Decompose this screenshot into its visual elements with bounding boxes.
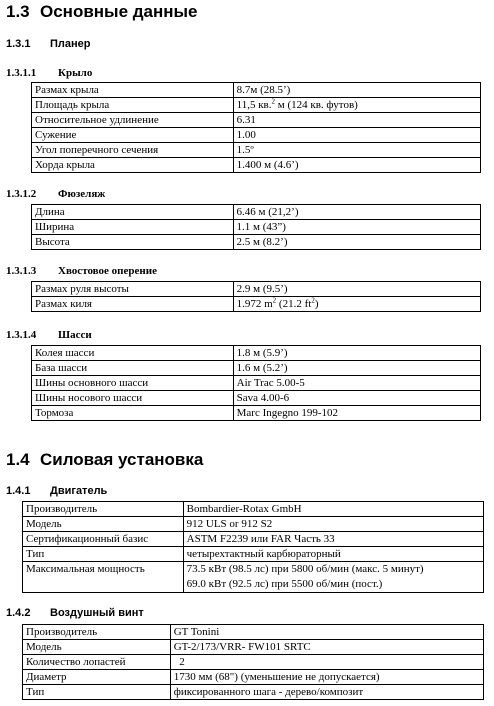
cell-value: Bombardier-Rotax GmbH <box>183 502 483 517</box>
section-heading-1-4-1 <box>6 485 107 497</box>
section-number: 1.4.1 <box>6 485 31 497</box>
cell-label: Шины носового шасси <box>32 391 234 406</box>
table-row <box>23 670 484 685</box>
cell-label: Максимальная мощность <box>23 562 184 593</box>
cell-label: Колея шасси <box>32 346 234 361</box>
section-heading-1-3-1-1 <box>6 67 92 79</box>
fuselage-table <box>31 204 481 250</box>
table-row <box>23 562 484 593</box>
cell-value: 1730 мм (68") (уменьшение не допускается) <box>170 670 483 685</box>
table-row <box>32 158 481 173</box>
section-heading-1-3-1-2 <box>6 188 105 200</box>
table-row <box>23 517 484 532</box>
table-row <box>32 235 481 250</box>
cell-label: Производитель <box>23 625 171 640</box>
cell-value: 1.8 м (5.9’) <box>233 346 480 361</box>
section-title: Двигатель <box>50 485 108 497</box>
table-row <box>32 220 481 235</box>
cell-value <box>233 98 480 113</box>
cell-label: Сертификационный базис <box>23 532 184 547</box>
table-row <box>23 532 484 547</box>
cell-label: Количество лопастей <box>23 655 171 670</box>
cell-label: Площадь крыла <box>32 98 234 113</box>
table-row <box>32 376 481 391</box>
cell-value: Sava 4.00-6 <box>233 391 480 406</box>
cell-value: 6.31 <box>233 113 480 128</box>
cell-label: Сужение <box>32 128 234 143</box>
section-number: 1.3.1.4 <box>6 329 37 341</box>
table-row <box>23 547 484 562</box>
value-part: 11,5 кв. <box>236 99 272 111</box>
section-title: Планер <box>50 38 91 50</box>
cell-label: Модель <box>23 517 184 532</box>
cell-label: Диаметр <box>23 670 171 685</box>
superscript: 2 <box>271 97 276 106</box>
section-number: 1.4.2 <box>6 607 31 619</box>
section-heading-1-3-1 <box>6 38 91 50</box>
cell-label: Размах киля <box>32 297 234 312</box>
cell-value: 1.400 м (4.6’) <box>233 158 480 173</box>
table-row <box>23 625 484 640</box>
value-part: м (124 кв. футов) <box>275 99 358 111</box>
cell-label: База шасси <box>32 361 234 376</box>
cell-label: Тормоза <box>32 406 234 421</box>
cell-value: 1.6 м (5.2’) <box>233 361 480 376</box>
wing-table <box>31 82 481 173</box>
section-heading-1-4-2 <box>6 607 144 619</box>
table-row <box>32 297 481 312</box>
table-row <box>23 502 484 517</box>
table-row <box>32 282 481 297</box>
cell-value <box>183 562 483 593</box>
section-title: Шасси <box>58 329 92 341</box>
cell-value: GT Tonini <box>170 625 483 640</box>
cell-label: Тип <box>23 547 184 562</box>
section-number: 1.3.1 <box>6 38 31 50</box>
value-line: 73.5 кВт (98.5 лс) при 5800 об/мин (макс. 5 минут) <box>186 563 424 575</box>
section-title: Хвостовое оперение <box>58 265 157 277</box>
section-title: Силовая установка <box>40 450 204 469</box>
section-title: Воздушный винт <box>50 607 144 619</box>
cell-label: Высота <box>32 235 234 250</box>
cell-label: Размах крыла <box>32 83 234 98</box>
cell-label: Длина <box>32 205 234 220</box>
cell-value: 912 ULS or 912 S2 <box>183 517 483 532</box>
table-row <box>32 406 481 421</box>
superscript: 2 <box>311 296 315 305</box>
section-title: Основные данные <box>40 2 198 21</box>
table-row <box>32 346 481 361</box>
section-heading-1-3-1-4 <box>6 329 92 341</box>
table-row <box>32 361 481 376</box>
section-heading-1-3 <box>6 2 198 22</box>
table-row <box>32 128 481 143</box>
section-number: 1.3.1.1 <box>6 67 37 79</box>
section-title: Фюзеляж <box>58 188 106 200</box>
cell-label: Относительное удлинение <box>32 113 234 128</box>
cell-value: 1.5º <box>233 143 480 158</box>
cell-value: 2.5 м (8.2’) <box>233 235 480 250</box>
superscript: 2 <box>272 296 277 305</box>
cell-label: Размах руля высоты <box>32 282 234 297</box>
section-number: 1.3.1.2 <box>6 188 37 200</box>
section-number: 1.3.1.3 <box>6 265 37 277</box>
table-row <box>32 83 481 98</box>
value-part: ) <box>314 298 319 310</box>
cell-value: GT-2/173/VRR- FW101 SRTC <box>170 640 483 655</box>
cell-value: Air Trac 5.00-5 <box>233 376 480 391</box>
value-part: (21.2 ft <box>276 298 312 310</box>
value-line: 69.0 кВт (92.5 лс) при 5500 об/мин (пост.) <box>186 578 383 590</box>
propeller-table <box>22 624 484 700</box>
cell-value: 6.46 м (21,2’) <box>233 205 480 220</box>
value-part: 1.972 m <box>236 298 273 310</box>
cell-value: Marc Ingegno 199-102 <box>233 406 480 421</box>
cell-value: 1.1 м (43”) <box>233 220 480 235</box>
table-row <box>32 113 481 128</box>
cell-label: Шины основного шасси <box>32 376 234 391</box>
engine-table <box>22 501 484 593</box>
cell-value: ASTM F2239 или FAR Часть 33 <box>183 532 483 547</box>
table-row <box>32 205 481 220</box>
cell-label: Угол поперечного сечения <box>32 143 234 158</box>
cell-label: Хорда крыла <box>32 158 234 173</box>
section-number: 1.3 <box>6 2 30 21</box>
cell-label: Тип <box>23 685 171 700</box>
section-heading-1-4 <box>6 450 203 470</box>
cell-label: Производитель <box>23 502 184 517</box>
table-row <box>32 143 481 158</box>
cell-label: Ширина <box>32 220 234 235</box>
section-number: 1.4 <box>6 450 30 469</box>
cell-value: фиксированного шага - дерево/композит <box>170 685 483 700</box>
table-row <box>23 655 484 670</box>
cell-value: 2.9 м (9.5’) <box>233 282 480 297</box>
cell-value: 8.7м (28.5’) <box>233 83 480 98</box>
cell-value: 2 <box>170 655 483 670</box>
table-row <box>23 640 484 655</box>
cell-value: 1.00 <box>233 128 480 143</box>
tail-table <box>31 281 481 312</box>
table-row <box>32 98 481 113</box>
landing-gear-table <box>31 345 481 421</box>
section-title: Крыло <box>58 67 93 79</box>
table-row <box>32 391 481 406</box>
table-row <box>23 685 484 700</box>
cell-value <box>233 297 480 312</box>
cell-value: четырехтактный карбюраторный <box>183 547 483 562</box>
section-heading-1-3-1-3 <box>6 265 157 277</box>
cell-label: Модель <box>23 640 171 655</box>
